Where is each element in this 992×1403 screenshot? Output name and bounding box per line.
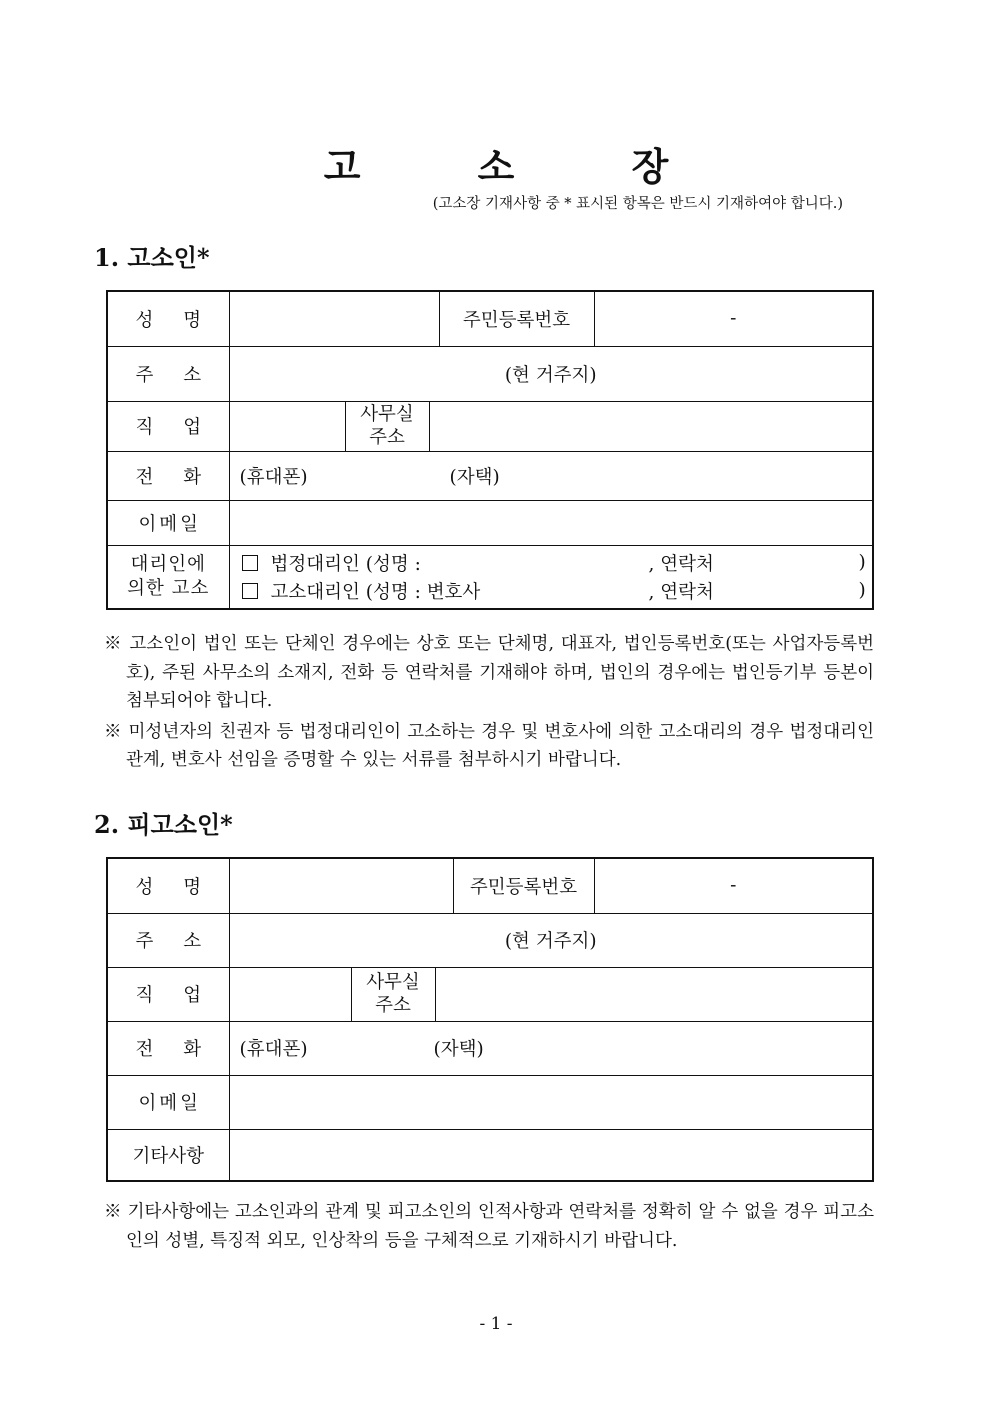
accused-note-1: ※ 기타사항에는 고소인과의 관계 및 피고소인의 인적사항과 연락처를 정확히 알 수 없을 경우 피고소인의 성별, 특징적 외모, 인상착의 등을 구체적으로 기재하시기 바랍니다. bbox=[104, 1202, 874, 1251]
accused-email-row bbox=[107, 1075, 873, 1129]
complainant-heading: 1. 고소인* bbox=[94, 243, 210, 272]
complainant-office-label-line1: 사무실 bbox=[360, 404, 414, 425]
complainant-agent-label-line2: 의한 고소 bbox=[127, 577, 210, 599]
complainant-name-label: 성 명 bbox=[107, 291, 229, 346]
attorney-checkbox[interactable] bbox=[242, 583, 258, 599]
accused-name-field[interactable] bbox=[229, 858, 453, 913]
accused-other-row bbox=[107, 1129, 873, 1181]
complainant-office-field[interactable] bbox=[429, 401, 873, 451]
complainant-job-field[interactable] bbox=[229, 401, 345, 451]
complainant-office-label bbox=[345, 401, 429, 451]
accused-other-label: 기타사항 bbox=[107, 1129, 229, 1181]
legal-representative-label: 법정대리인 (성명 : bbox=[270, 553, 421, 575]
legal-representative-contact-label: , 연락처 bbox=[648, 553, 714, 575]
accused-id-label: 주민등록번호 bbox=[453, 858, 594, 913]
complainant-email-field[interactable] bbox=[229, 500, 873, 545]
complainant-note-1: ※ 고소인이 법인 또는 단체인 경우에는 상호 또는 단체명, 대표자, 법인등록번호(또는 사업자등록번호), 주된 사무소의 소재지, 전화 등 연락처를 기재해야 하며, 법인의 경우에는 법인등기부 등본이 첨부되어야 합니다. bbox=[104, 634, 874, 711]
complainant-id-label: 주민등록번호 bbox=[439, 291, 594, 346]
accused-office-label bbox=[351, 967, 435, 1021]
accused-address-field[interactable]: (현 거주지) bbox=[229, 913, 873, 967]
complainant-email-row bbox=[107, 500, 873, 545]
complainant-agent-label-line1: 대리인에 bbox=[130, 553, 206, 575]
page-number: - 1 - bbox=[479, 1314, 513, 1334]
document-subtitle: (고소장 기재사항 중 * 표시된 항목은 반드시 기재하여야 합니다.) bbox=[432, 196, 843, 212]
accused-job-label: 직 업 bbox=[107, 967, 229, 1021]
complainant-job-label: 직 업 bbox=[107, 401, 229, 451]
complainant-job-row bbox=[107, 401, 873, 451]
complainant-phone-label: 전 화 bbox=[107, 451, 229, 500]
accused-job-field[interactable] bbox=[229, 967, 351, 1021]
accused-table bbox=[106, 857, 874, 1182]
accused-email-field[interactable] bbox=[229, 1075, 873, 1129]
complainant-email-label: 이메일 bbox=[107, 500, 229, 545]
document-title: 고 소 장 bbox=[323, 144, 721, 189]
accused-email-label: 이메일 bbox=[107, 1075, 229, 1129]
legal-representative-option bbox=[230, 549, 873, 577]
accused-heading: 2. 피고소인* bbox=[94, 810, 233, 839]
accused-phone-row bbox=[107, 1021, 873, 1075]
complainant-address-row bbox=[107, 346, 873, 401]
accused-mobile-label: (휴대폰) bbox=[239, 1039, 308, 1060]
accused-notes bbox=[104, 1198, 874, 1257]
legal-representative-close: ) bbox=[858, 552, 866, 574]
complainant-agent-label bbox=[107, 545, 229, 609]
accused-job-row bbox=[107, 967, 873, 1021]
accused-home-label: (자택) bbox=[433, 1039, 484, 1060]
complainant-note-2: ※ 미성년자의 친권자 등 법정대리인이 고소하는 경우 및 변호사에 의한 고소대리의 경우 법정대리인 관계, 변호사 선임을 증명할 수 있는 서류를 첨부하시기 바랍니다. bbox=[104, 721, 874, 770]
complainant-phone-row bbox=[107, 451, 873, 500]
accused-office-label-line2: 주소 bbox=[375, 995, 411, 1016]
complainant-notes bbox=[104, 630, 874, 777]
complainant-agent-options bbox=[229, 545, 873, 609]
accused-name-row bbox=[107, 858, 873, 913]
complainant-address-label: 주 소 bbox=[107, 346, 229, 401]
attorney-contact-label: , 연락처 bbox=[648, 581, 714, 603]
accused-id-field[interactable]: - bbox=[594, 858, 873, 913]
complainant-office-label-line2: 주소 bbox=[369, 427, 405, 448]
attorney-label: 고소대리인 (성명 : 변호사 bbox=[270, 581, 481, 603]
complainant-table bbox=[106, 290, 874, 610]
complainant-address-field[interactable]: (현 거주지) bbox=[229, 346, 873, 401]
accused-phone-label: 전 화 bbox=[107, 1021, 229, 1075]
complainant-home-label: (자택) bbox=[449, 466, 500, 488]
complainant-phone-field[interactable] bbox=[229, 451, 873, 500]
complainant-id-field[interactable]: - bbox=[594, 291, 873, 346]
complainant-name-field[interactable] bbox=[229, 291, 439, 346]
accused-office-field[interactable] bbox=[435, 967, 873, 1021]
attorney-option bbox=[230, 577, 873, 605]
accused-address-row bbox=[107, 913, 873, 967]
accused-other-field[interactable] bbox=[229, 1129, 873, 1181]
accused-name-label: 성 명 bbox=[107, 858, 229, 913]
accused-address-label: 주 소 bbox=[107, 913, 229, 967]
complainant-name-row bbox=[107, 291, 873, 346]
legal-representative-checkbox[interactable] bbox=[242, 555, 258, 571]
accused-office-label-line1: 사무실 bbox=[366, 972, 420, 993]
accused-phone-field[interactable] bbox=[229, 1021, 873, 1075]
complainant-mobile-label: (휴대폰) bbox=[239, 466, 308, 488]
complainant-agent-row bbox=[107, 545, 873, 609]
attorney-close: ) bbox=[858, 580, 866, 602]
